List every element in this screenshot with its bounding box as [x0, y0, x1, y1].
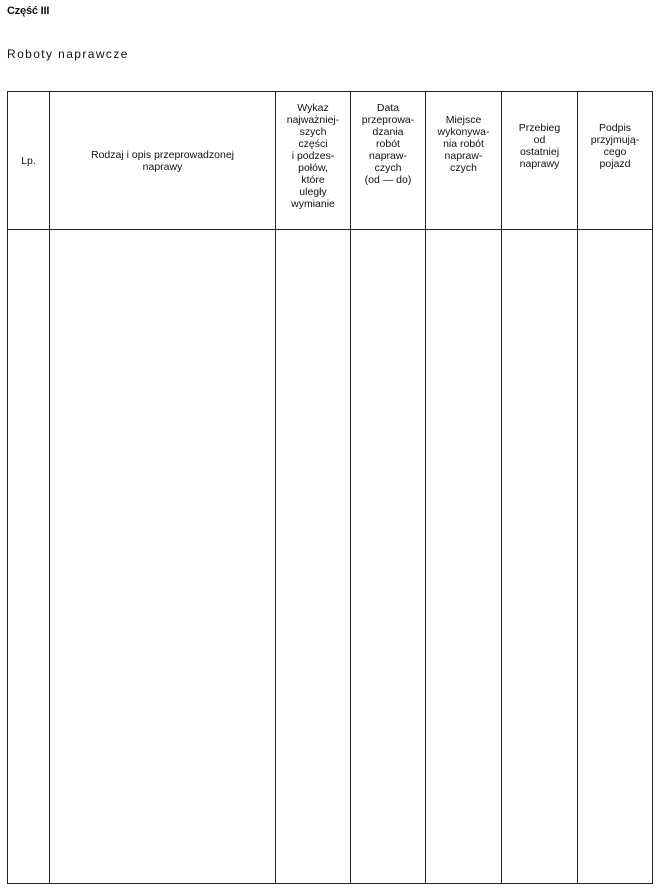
col-header-repair-description: Rodzaj i opis przeprowadzonej naprawy	[50, 92, 276, 230]
repairs-table	[7, 91, 653, 884]
cell-mileage[interactable]	[502, 230, 578, 884]
col-header-signature: Podpis przyjmują- cego pojazd	[578, 92, 653, 230]
cell-lp[interactable]	[8, 230, 50, 884]
cell-replaced-parts[interactable]	[276, 230, 351, 884]
col-header-lp: Lp.	[8, 92, 50, 230]
cell-signature[interactable]	[578, 230, 653, 884]
col-header-repair-place: Miejsce wykonywa- nia robót napraw- czych	[426, 92, 502, 230]
section-title: Roboty naprawcze	[7, 47, 129, 61]
col-header-repair-date: Data przeprowa- dzania robót napraw- czych (od — do)	[351, 92, 426, 230]
table-body-row	[8, 230, 653, 884]
part-label: Część III	[7, 5, 50, 17]
cell-repair-date[interactable]	[351, 230, 426, 884]
table-header-row	[8, 92, 653, 230]
cell-repair-place[interactable]	[426, 230, 502, 884]
col-header-mileage: Przebieg od ostatniej naprawy	[502, 92, 578, 230]
col-header-replaced-parts: Wykaz najważniej- szych części i podzes- połów, które uległy wymianie	[276, 92, 351, 230]
cell-repair-description[interactable]	[50, 230, 276, 884]
